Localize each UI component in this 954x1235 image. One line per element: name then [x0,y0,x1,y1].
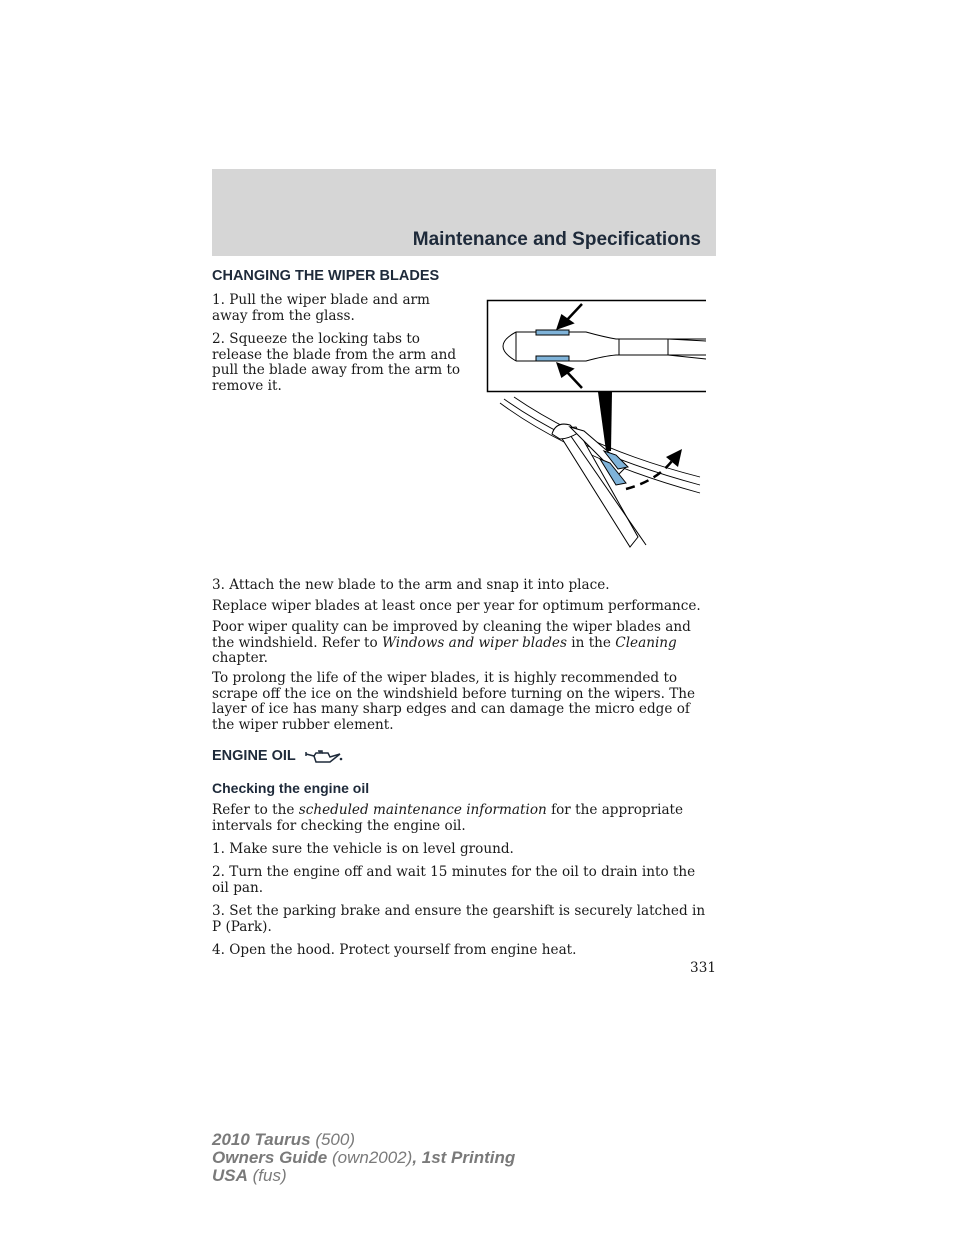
engine-oil-heading-text: ENGINE OIL [212,748,296,764]
refer-scheduled-maintenance: scheduled maintenance information [298,802,547,818]
oil-step-4: 4. Open the hood. Protect yourself from engine heat. [212,942,577,958]
footer-market-code: (fus) [247,1166,287,1185]
detail-inset [488,301,707,392]
quality-ref-windows: Windows and wiper blades [381,634,567,651]
document-footer [212,1131,515,1185]
quality-ref-cleaning: Cleaning [615,634,677,651]
page-number: 331 [690,960,716,976]
footer-printing: , 1st Printing [412,1148,516,1167]
callout-pointer [598,392,612,451]
quality-text-b: in the [566,634,616,651]
oil-refer-note [212,803,716,834]
refer-text-b: for the appropriate intervals for checking the engine oil. [212,802,684,834]
oil-can-icon [304,747,344,765]
oil-step-3: 3. Set the parking brake and ensure the gearshift is securely latched in P (Park). [212,903,706,935]
footer-guide: Owners Guide [212,1148,328,1167]
footer-market: USA [212,1166,248,1185]
wiper-step-2: 2. Squeeze the locking tabs to release the blade from the arm and pull the blade away from the arm to remove it. [212,331,461,394]
checking-oil-subheading: Checking the engine oil [212,780,370,796]
wiper-step-3: 3. Attach the new blade to the arm and snap it into place. [212,577,610,593]
footer-line-3 [212,1167,515,1185]
wiper-replace-note: Replace wiper blades at least once per year for optimum performance. [212,598,701,614]
wiper-blade-illustration [486,299,706,559]
footer-model-code: (500) [310,1130,356,1149]
footer-line-1 [212,1131,515,1149]
oil-step-1: 1. Make sure the vehicle is on level ground. [212,841,514,857]
wiper-step-1: 1. Pull the wiper blade and arm away from the glass. [212,292,430,324]
section-header-band [212,169,716,256]
oil-step-2: 2. Turn the engine off and wait 15 minutes for the oil to drain into the oil pan. [212,864,696,896]
footer-guide-code: (own2002) [327,1148,413,1167]
locking-tab-bottom [536,356,569,361]
quality-text-c: chapter. [212,650,269,666]
quality-text-a: Poor wiper quality can be improved by cleaning the wiper blades and the windshield. Refer to [212,619,691,651]
wiper-blades-heading: CHANGING THE WIPER BLADES [212,268,440,284]
engine-oil-heading [212,747,344,765]
footer-model: 2010 Taurus [212,1130,311,1149]
refer-text-a: Refer to the [212,802,299,818]
footer-line-2 [212,1149,515,1167]
locking-tab-top [536,330,569,335]
wiper-quality-note [212,620,716,667]
wiper-prolong-note: To prolong the life of the wiper blades, it is highly recommended to scrape off the ice on the windshield before turning on the wipers. The layer of ice has many sharp edges and can damage the micro edge of the wiper rubber element. [212,670,696,733]
section-title: Maintenance and Specifications [412,229,701,250]
